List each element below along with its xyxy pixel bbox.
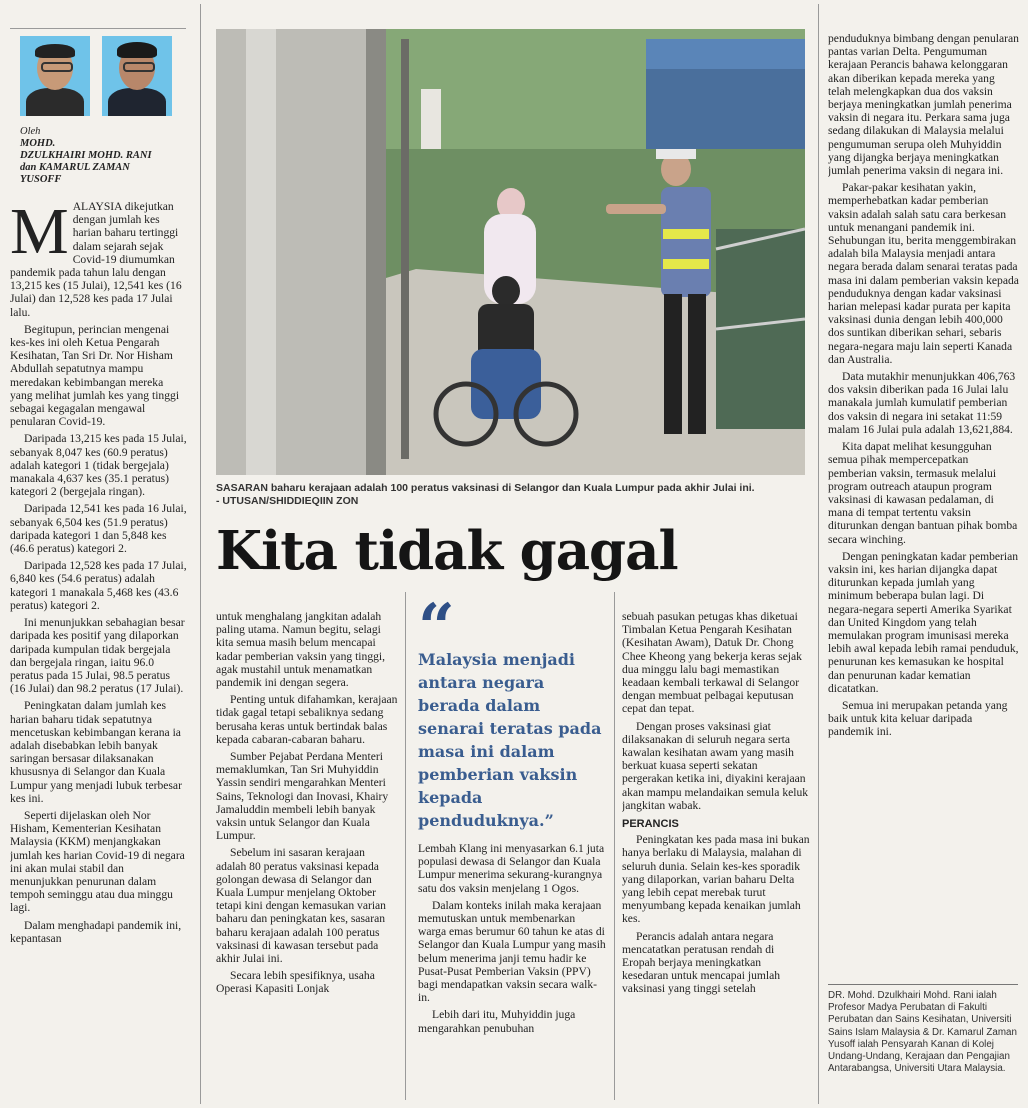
article-column-2 <box>216 610 398 1100</box>
paragraph: Sumber Pejabat Perdana Menteri memaklumkan, Tan Sri Muhyiddin Yassin sendiri mengarahkan Menteri Sains, Teknologi dan Inovasi, Khairy Jamaluddin membeli lebih banyak vaksin untuk Selangor dan Kuala Lumpur. <box>216 750 389 843</box>
byline <box>20 126 180 186</box>
paragraph: Dalam menghadapi pandemik ini, kepantasan <box>10 918 182 945</box>
paragraph: Daripada 13,215 kes pada 15 Julai, sebanyak 8,047 kes (60.9 peratus) adalah kategori 1 (tidak bergejala) manakala 4,637 kes (35.1 peratus) kategori 2 (bergejala ringan). <box>10 432 187 499</box>
author-photo-dzulkhairi <box>20 36 90 116</box>
photo-caption <box>216 482 816 508</box>
paragraph: Peningkatan kes pada masa ini bukan hanya berlaku di Malaysia, malahan di seluruh dunia. Selain kes-kes sporadik yang dilaporkan, varian baharu Delta yang lebih cepat merebak turut menyumbang kepada kenaikan jumlah kes. <box>622 833 810 926</box>
author-names: YUSOFF <box>20 174 62 185</box>
paragraph: Lembah Klang ini menyasarkan 6.1 juta populasi dewasa di Selangor dan Kuala Lumpur menerima sekurang-kurangnya satu dos vaksin menjelang 1 Ogos. <box>418 842 605 895</box>
paragraph: Daripada 12,541 kes pada 16 Julai, sebanyak 6,504 kes (51.9 peratus) daripada kategori 1 dan 5,848 kes (46.6 peratus) kategori 2. <box>10 502 187 556</box>
paragraph: Peningkatan dalam jumlah kes harian baharu tidak sepatutnya mencetuskan kebimbangan kerana ia adalah disebabkan lebih banyak saringan bersasar dilaksanakan khususnya di Selangor dan Kuala Lumpur yang menjadi lubuk terbesar kes ini. <box>10 699 182 805</box>
column-rule <box>614 592 615 1100</box>
author-names: DZULKHAIRI MOHD. RANI <box>20 150 152 161</box>
bio-rule <box>828 984 1018 985</box>
paragraph: Seperti dijelaskan oleh Nor Hisham, Kementerian Kesihatan Malaysia (KKM) menjangkakan jumlah kes harian Covid-19 di negara ini akan mulai stabil dan menunjukkan penurunan dalam tempoh seminggu atau dua minggu lagi. <box>10 808 185 915</box>
paragraph: Dengan peningkatan kadar pemberian vaksin ini, kes harian dijangka dapat diturunkan kepada jumlah yang minimum beberapa bulan lagi. Di negara-negara seperti Amerika Syarikat dan United Kingdom yang telah memulakan program imunisasi mereka lebih awal kepada lebih ramai penduduk, penurunan kes kemasukan ke hospital dan penurunan kadar kematian dicatatkan. <box>828 549 1019 695</box>
article-column-3 <box>418 842 606 1100</box>
column-rule <box>405 592 406 1100</box>
paragraph: Dalam konteks inilah maka kerajaan memutuskan untuk membenarkan warga emas berumur 60 tahun ke atas di Selangor dan Kuala Lumpur yang masih belum menerima janji temu hadir ke Pusat-Pusat Pemberian Vaksin (PPV) bagi mendapatkan vaksin secara walk-in. <box>418 898 606 1005</box>
paragraph: Data mutakhir menunjukkan 406,763 dos vaksin diberikan pada 16 Julai lalu manakala jumlah kumulatif pemberian dos vaksin di negara ini setakat 11:59 malam 16 Julai pula adalah 13,621,884. <box>828 370 1016 436</box>
article-column-5 <box>828 32 1020 982</box>
paragraph: Pakar-pakar kesihatan yakin, memperhebatkan kadar pemberian vaksin adalah salah satu cara berkesan untuk menangani pandemik ini. Sehubungan itu, berita menggembirakan adalah bila Malaysia menjadi antara negara berada dalam senarai teratas pada masa ini dalam pemberian vaksin kepada penduduknya dengan kadar vaksinasi harian melepasi kadar purata per kapita vaksinasi dunia dengan lebih 400,000 dos suntikan diberikan sehari, sebaris negara-negara maju lain seperti Kanada dan Australia. <box>828 181 1019 366</box>
paragraph: Kita dapat melihat kesungguhan semua pihak mempercepatkan pemberian vaksin, termasuk melalui program outreach ataupun program vaksinasi di kawasan pedalaman, di mana di tempat tertentu vaksin diturunkan dengan bantuan pihak bomba secara winching. <box>828 440 1018 546</box>
byline-prefix: Oleh <box>20 126 41 137</box>
quote-mark-icon: “ <box>418 590 455 665</box>
paragraph: Semua ini merupakan petanda yang baik untuk kita keluar daripada pandemik ini. <box>828 698 1008 739</box>
paragraph: penduduknya bimbang dengan penularan pantas varian Delta. Pengumuman kerajaan Perancis bahawa kelonggaran akan diberikan kepada mereka yang telah melengkapkan dua dos vaksin berjaya meningkatkan jumlah penerima vaksin di negara itu. Perkara sama juga sedang dilakukan di Malaysia melalui pengumuman serupa oleh Muhyiddin yang dijangka berjaya meningkatkan jumlah penerima vaksin di negara ini. <box>828 32 1019 178</box>
paragraph: untuk menghalang jangkitan adalah paling utama. Namun begitu, selagi kita semua masih belum mencapai kadar pemberian vaksin yang tinggi, agak mustahil untuk menamatkan pandemik ini dengan segera. <box>216 610 386 690</box>
author-photo-kamarul <box>102 36 172 116</box>
article-column-4 <box>622 610 810 1100</box>
pull-quote: Malaysia menjadi antara negara berada dalam senarai teratas pada masa ini dalam pemberian vaksin kepada penduduknya.” <box>418 650 602 830</box>
paragraph: Dengan proses vaksinasi giat dilaksanakan di seluruh negara serta kawalan kesihatan awam yang masih berkuat kuasa seperti sekatan pergerakan ketika ini, diyakini kerajaan akan mampu melandaikan semula keluk jangkitan wabak. <box>622 719 809 812</box>
paragraph: ALAYSIA dikejutkan dengan jumlah kes harian baharu tertinggi dalam sejarah sejak Covid-19 diumumkan pandemik pada tahun lalu dengan 13,215 kes (15 Julai), 12,541 kes (16 Julai) dan 12,528 kes pada 17 Julai lalu. <box>10 200 182 319</box>
paragraph: Perancis adalah antara negara mencatatkan peratusan rendah di Eropah berjaya meningkatkan kesedaran untuk mencapai jumlah vaksinasi yang tinggi setelah <box>622 929 781 996</box>
photo-credit: - UTUSAN/SHIDDIEQIIN ZON <box>216 495 359 507</box>
author-names: dan KAMARUL ZAMAN <box>20 162 130 173</box>
drop-cap: M <box>10 200 69 268</box>
section-subhead: PERANCIS <box>622 818 679 831</box>
paragraph: Daripada 12,528 kes pada 17 Julai, 6,840 kes (54.6 peratus) adalah kategori 1 manakala 5,468 kes (43.6 peratus) kategori 2. <box>10 559 187 612</box>
caption-text: SASARAN baharu kerajaan adalah 100 peratus vaksinasi di Selangor dan Kuala Lumpur pada akhir Julai ini. <box>216 482 755 494</box>
top-rule <box>10 28 186 29</box>
paragraph: Lebih dari itu, Muhyiddin juga mengarahkan penubuhan <box>418 1008 576 1035</box>
column-rule <box>818 4 819 1104</box>
article-photo <box>216 29 805 475</box>
headline: Kita tidak gagal <box>216 520 678 582</box>
article-column-1 <box>10 200 188 1100</box>
paragraph: Begitupun, perincian mengenai kes-kes ini oleh Ketua Pengarah Kesihatan, Tan Sri Dr. Nor Hisham Abdullah sepatutnya mampu meredakan kebimbangan mereka yang melihat jumlah kes yang tinggi sebagai kegagalan mengawal penularan Covid-19. <box>10 322 180 429</box>
author-bio: DR. Mohd. Dzulkhairi Mohd. Rani ialah Profesor Madya Perubatan di Fakulti Perubatan dan Sains Kesihatan, Universiti Sains Islam Malaysia & Dr. Kamarul Zaman Yusoff ialah Pensyarah Kanan di Kolej Undang-Undang, Kerajaan dan Pengajian Antarabangsa, Universiti Utara Malaysia. <box>828 990 1017 1075</box>
paragraph: Sebelum ini sasaran kerajaan adalah 80 peratus vaksinasi kepada golongan dewasa di Selangor dan Kuala Lumpur menjelang Oktober tetapi kini dengan kemasukan varian baharu dan peningkatan kes, sasaran baharu kerajaan adalah 100 peratus vaksinasi di kawasan tersebut pada akhir Julai ini. <box>216 846 386 966</box>
author-names: MOHD. <box>20 138 56 149</box>
column-rule <box>200 4 201 1104</box>
paragraph: sebuah pasukan petugas khas diketuai Timbalan Ketua Pengarah Kesihatan (Kesihatan Awam), Datuk Dr. Chong Chee Kheong yang bekerja keras sejak dua minggu lalu bagi memastikan keadaan kembali terkawal di Selangor dengan membuat pelbagai keputusan cepat dan tepat. <box>622 610 802 716</box>
paragraph: Penting untuk difahamkan, kerajaan tidak gagal tetapi sebaliknya sedang berusaha keras untuk bertindak balas kepada cabaran-cabaran baharu. <box>216 693 398 746</box>
paragraph: Secara lebih spesifiknya, usaha Operasi Kapasiti Lonjak <box>216 969 375 996</box>
paragraph: Ini menunjukkan sebahagian besar daripada kes positif yang dilaporkan daripada kumpulan tidak bergejala dan bergejala ringan, iaitu 96.0 peratus pada 15 Julai, 98.5 peratus (16 Julai) dan 98.2 peratus (17 Julai). <box>10 616 185 696</box>
photo-illustration <box>216 29 805 475</box>
